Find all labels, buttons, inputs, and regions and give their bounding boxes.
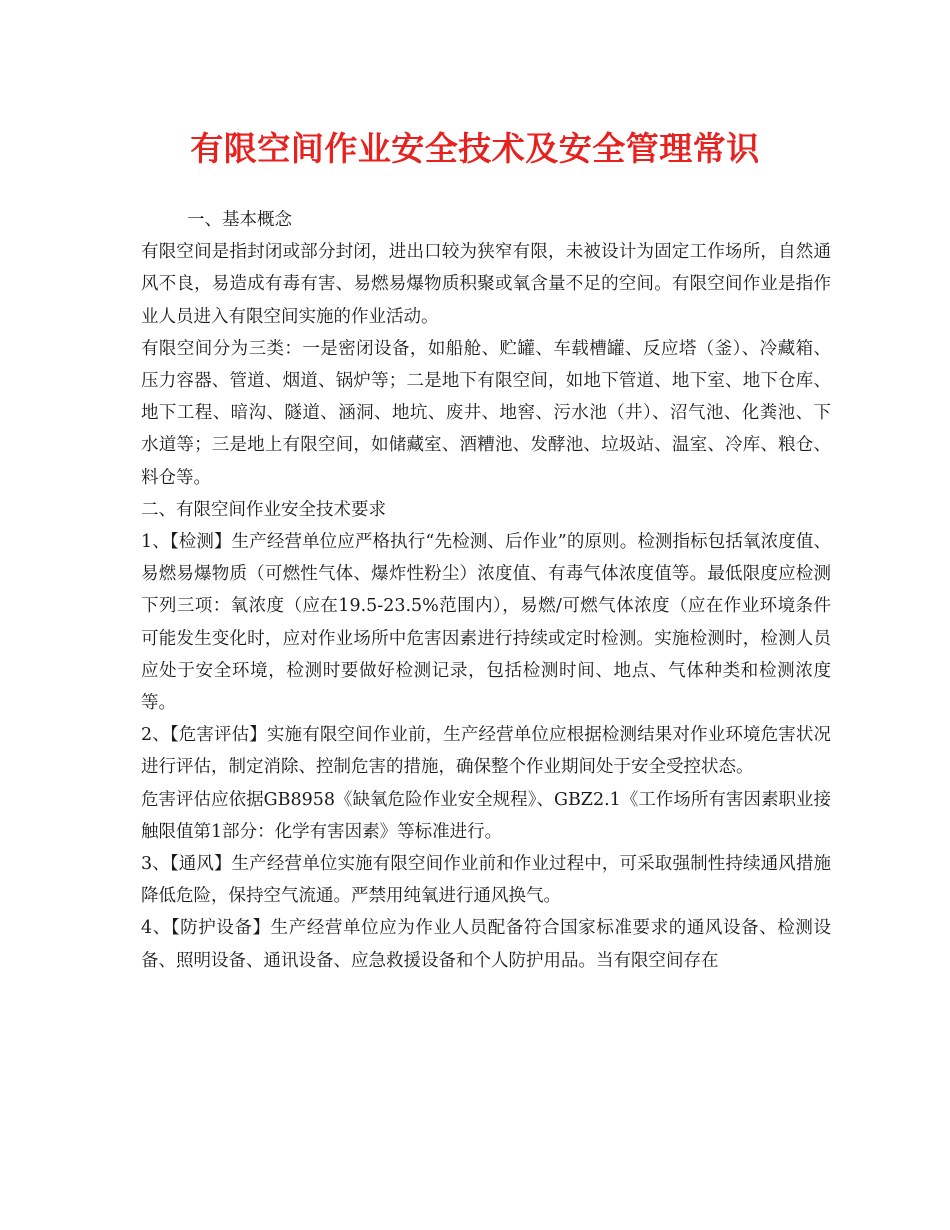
- paragraph-classification: 有限空间分为三类：一是密闭设备，如船舱、贮罐、车载槽罐、反应塔（釜）、冷藏箱、压力容器、管道、烟道、锅炉等；二是地下有限空间，如地下管道、地下室、地下仓库、地下工程、暗沟、隧道、涵洞、地坑、废井、地窖、污水池（井）、沼气池、化粪池、下水道等；三是地上有限空间，如储藏室、酒糟池、发酵池、垃圾站、温室、冷库、粮仓、料仓等。: [141, 338, 831, 488]
- document-body: [141, 204, 831, 977]
- document-title: 有限空间作业安全技术及安全管理常识: [190, 129, 760, 168]
- paragraph-ventilation: 3、【通风】生产经营单位实施有限空间作业前和作业过程中，可采取强制性持续通风措施降低危险，保持空气流通。严禁用纯氧进行通风换气。: [141, 854, 831, 907]
- paragraph-definition: 有限空间是指封闭或部分封闭，进出口较为狭窄有限，未被设计为固定工作场所，自然通风不良，易造成有毒有害、易燃易爆物质积聚或氧含量不足的空间。有限空间作业是指作业人员进入有限空间实施的作业活动。: [141, 242, 831, 327]
- paragraph-protective-equipment: 4、【防护设备】生产经营单位应为作业人员配备符合国家标准要求的通风设备、检测设备、照明设备、通讯设备、应急救援设备和个人防护用品。当有限空间存在: [141, 918, 831, 971]
- section-heading-technical-requirements: 二、有限空间作业安全技术要求: [141, 499, 386, 520]
- paragraph-detection: 1、【检测】生产经营单位应严格执行“先检测、后作业”的原则。检测指标包括氧浓度值、易燃易爆物质（可燃性气体、爆炸性粉尘）浓度值、有毒气体浓度值等。最低限度应检测下列三项：氧浓度（应在19.5-23.5%范围内），易燃/可燃气体浓度（应在作业环境条件可能发生变化时，应对作业场所中危害因素进行持续或定时检测。实施检测时，检测人员应处于安全环境，检测时要做好检测记录，包括检测时间、地点、气体种类和检测浓度等。: [141, 532, 831, 714]
- paragraph-hazard-assessment: 2、【危害评估】实施有限空间作业前，生产经营单位应根据检测结果对作业环境危害状况进行评估，制定消除、控制危害的措施，确保整个作业期间处于安全受控状态。: [141, 725, 831, 778]
- section-heading-basic-concepts: 一、基本概念: [187, 210, 292, 230]
- paragraph-assessment-standards: 危害评估应依据GB8958《缺氧危险作业安全规程》、GBZ2.1《工作场所有害因素职业接触限值第1部分：化学有害因素》等标准进行。: [141, 789, 831, 842]
